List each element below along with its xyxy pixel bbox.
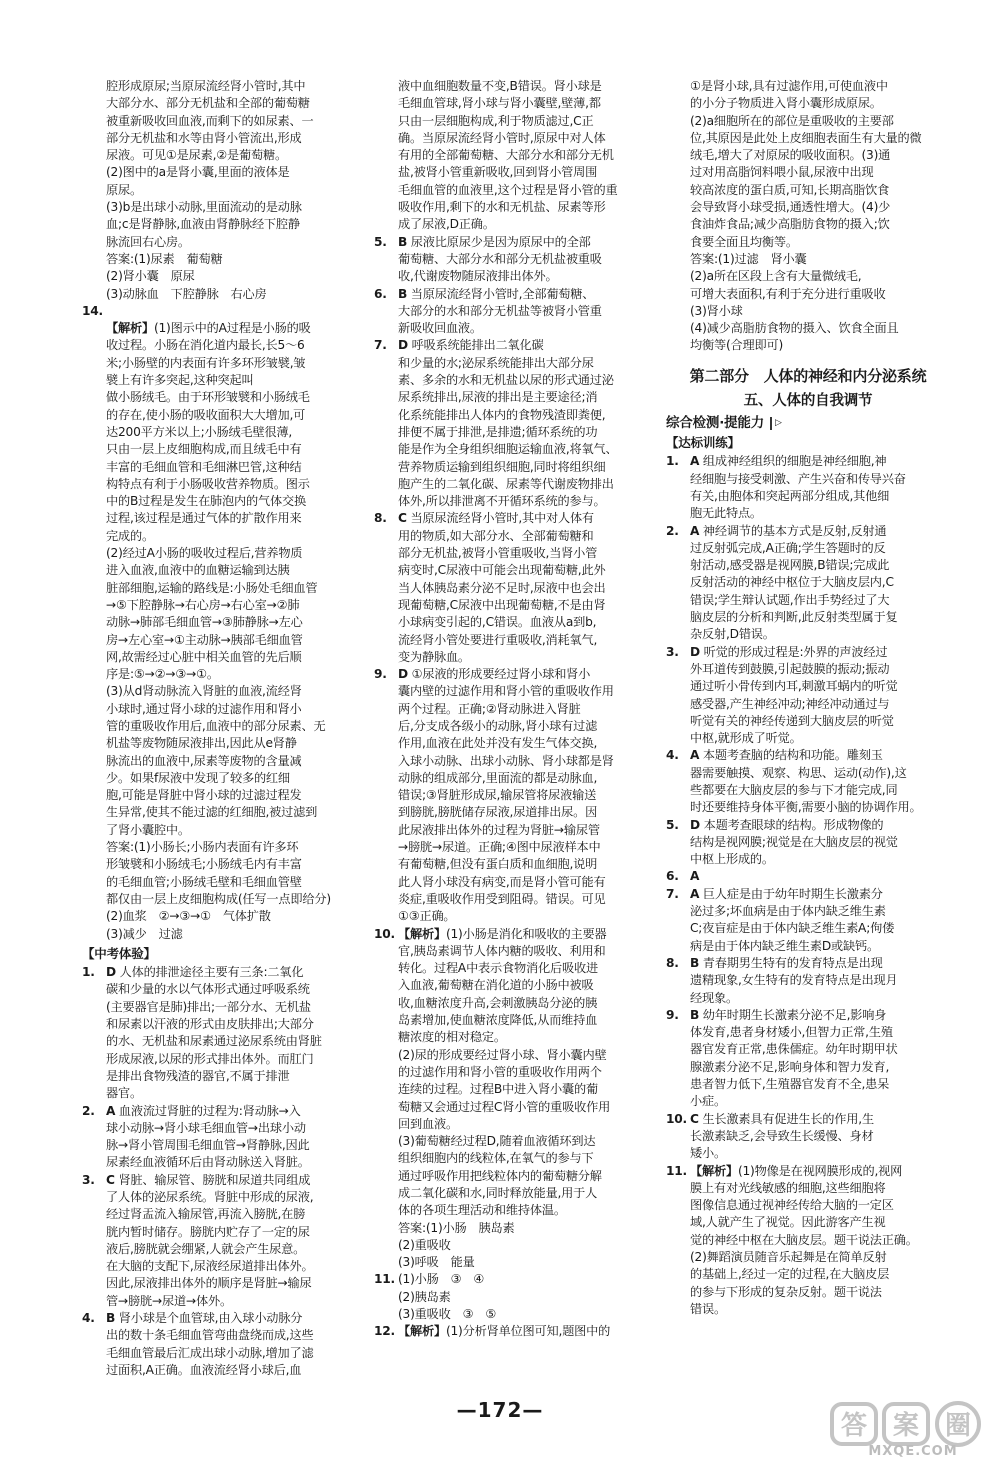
item-body: [106, 1103, 366, 1172]
question-number: 10.: [374, 926, 395, 941]
question-number: 7.: [374, 338, 387, 353]
item-body: [398, 666, 658, 925]
item-body: [398, 1323, 658, 1340]
item-list: [82, 964, 366, 1379]
item-body: [106, 1310, 366, 1379]
item-text: 巨人症是由于幼年时期生长激素分 泌过多;坏血病是由于体内缺乏维生素 C;夜盲症是由于体内缺乏维生素A;佝偻 病是由于体内缺乏维生素D或缺钙。: [690, 886, 895, 953]
answer-item: [666, 1111, 950, 1163]
answer-item: [374, 234, 658, 286]
question-number: 8.: [666, 955, 679, 970]
question-number: 11.: [666, 1163, 687, 1178]
answer-item: [666, 453, 950, 522]
item-body: [398, 510, 658, 666]
section-heading-training: 【达标训练】: [666, 435, 740, 451]
answer-letter: B: [106, 1311, 116, 1326]
question-number: 9.: [666, 1007, 679, 1022]
question-number: 5.: [666, 817, 679, 832]
analysis-text: (1)图示中的A过程是小肠的吸 收过程。小肠在消化道内最长,长5～6 米;小肠壁的内表面有许多环形皱襞,皱 襞上有许多突起,这种突起叫 做小肠绒毛。由于环形皱襞和小肠绒毛 的存在,使小肠的吸收面积大大增加,可 达200平方米以上;小肠绒毛壁很薄, 只由一层上皮细胞构成,而且绒毛中有 丰富的毛细血管和毛细淋巴管,这种结 构特点有利于小肠吸收营养物质。图示 中的B过程是发生在肺泡内的气体交换 过程,该过程是通过气体的扩散作用来 完成的。 (2)经过A小肠的吸收过程后,营养物质 进入血液,血液中的血糖运输到达胰 脏部细胞,运输的路线是:小肠处毛细血管 →⑤下腔静脉→右心房→右心室→②肺 动脉→肺部毛细血管→③肺静脉→左心 房→左心室→①主动脉→胰部毛细血管 网,故需经过心脏中相关血管的先后顺 序是:⑤→②→③→①。 (3)从d肾动脉流入肾脏的血液,流经肾 小球时,通过肾小球的过滤作用和肾小 管的重吸收作用后,血液中的部分尿素、无 机盐等废物随尿液排出,因此从e肾静 脉流出的血液中,尿素等废物的含量减 少。如果f尿液中发现了较多的红细 胞,可能是肾脏中肾小球的过滤过程发 生异常,使其不能过滤的红细胞,被过滤到 了肾小囊腔中。: [106, 321, 326, 837]
answer-line: 答案:(1)尿素 葡萄糖 (2)肾小囊 原尿 (3)动脉血 下腔静脉 右心房: [106, 251, 267, 301]
item-body: [690, 955, 950, 1007]
question-number: 14.: [82, 303, 103, 318]
answer-item: [666, 886, 950, 955]
answer-letter: C: [398, 511, 407, 526]
question-number: 1.: [82, 965, 95, 980]
item-list: [666, 453, 950, 1318]
item-text: 青春期男生特有的发育特点是出现 遗精现象,女生特有的发育特点是出现月 经现象。: [690, 955, 898, 1005]
answer-letter: B: [398, 234, 408, 249]
question-number: 11.: [374, 1272, 395, 1287]
answer-item: [374, 926, 658, 1220]
item-text: 答案:(1)小肠 胰岛素 (2)重吸收 (3)呼吸 能量: [398, 1220, 515, 1270]
item-text: (1)小肠是消化和吸收的主要器 官,胰岛素调节人体内糖的吸收、利用和 转化。过程A中表示食物消化后吸收进 入血液,葡萄糖在消化道的小肠中被吸 收,血糖浓度升高,会刺激胰岛分泌的胰 岛素增加,使血糖浓度降低,从而维持血 糖浓度的相对稳定。 (2)尿的形成要经过肾小球、肾小囊内壁 的过滤作用和肾小管的重吸收作用两个 连续的过程。过程B中进入肾小囊的葡 萄糖又会通过过程C肾小管的重吸收作用 回到血液。 (3)葡萄糖经过程D,随着血液循环到达 组织细胞内的线粒体,在氧气的参与下 通过呼吸作用把线粒体内的葡萄糖分解 成二氧化碳和水,同时释放能量,用于人 体的各项生理活动和维持体温。: [398, 926, 611, 1218]
item-text: 神经调节的基本方式是反射,反射通 过反射弧完成,A正确;学生答题时的反 射活动,感受器是视网膜,B错误;完成此 反射活动的神经中枢位于大脑皮层内,C 错误;学生辩认试题,作出手势经过了大 脑皮层的分析和判断,此反射类型属于复 杂反射,D错误。: [690, 523, 898, 642]
answer-letter: A: [106, 1103, 116, 1118]
item-body: [398, 1220, 658, 1272]
answer-letter: B: [690, 955, 700, 970]
answer-letter: D: [106, 965, 116, 980]
answer-item: [666, 644, 950, 748]
item-text: 肾脏、输尿管、膀胱和尿道共同组成 了人体的泌尿系统。肾脏中形成的尿液, 经过肾盂流入输尿管,再流入膀胱,在膀 胱内暂时储存。膀胱内贮存了一定的尿 液后,膀胱就会绷紧,人就会产生尿意。 在大脑的支配下,尿液经尿道排出体外。 因此,尿液排出体外的顺序是肾脏→输尿 管→膀胱→尿道→体外。: [106, 1172, 314, 1308]
question-number: 6.: [374, 286, 387, 301]
item-text: 呼吸系统能排出二氧化碳 和少量的水;泌尿系统能排出大部分尿 素、多余的水和无机盐以尿的形式通过泌 尿系统排出,尿液的排出是主要途径;消 化系统能排出人体内的食物残渣即粪便, 排便不属于排泄,是排遗;循环系统的功 能是作为全身组织细胞运输血液,将氧气、 营养物质运输到组织细胞,同时将组织细 胞产生的二氧化碳、尿素等代谢废物排出 体外,所以排泄离不开循环系统的参与。: [398, 338, 618, 509]
item-body: [106, 1172, 366, 1310]
answer-letter: 【解析】: [690, 1163, 738, 1178]
watermark-char: 圈: [944, 1411, 972, 1441]
analysis-tag: 【解析】: [106, 321, 154, 336]
continued-explanation: 腔形成原尿;当原尿流经肾小管时,其中 大部分水、部分无机盐和全部的葡萄糖 被重新吸收回血液,而剩下的如尿素、一 部分无机盐和水等由肾小管流出,形成 尿液。可见①是尿素,②是葡萄糖。 (2)图中的a是肾小囊,里面的液体是 原尿。 (3)b是出球小动脉,里面流动的是动脉 血;c是肾静脉,血液由肾静脉经下腔静 脉流回右心房。: [106, 79, 314, 249]
answer-item: [666, 868, 950, 885]
answer-item: [666, 817, 950, 869]
answer-line: 答案:(1)过滤 肾小囊 (2)a所在区段上含有大量微绒毛, 可增大表面积,有利于充分进行重吸收 (3)肾小球 (4)减少高脂肪食物的摄入、饮食全面且 均衡等(合理即可): [690, 251, 899, 353]
column-left: [82, 78, 366, 1396]
question-number: 12.: [374, 1324, 395, 1339]
item-text: 听觉的形成过程是:外界的声波经过 外耳道传到鼓膜,引起鼓膜的振动;振动 通过听小骨传到内耳,刺激耳蜗内的听觉 感受器,产生神经冲动;神经冲动通过与 听觉有关的神经传递到大脑皮层的听觉 中枢,就形成了听觉。: [690, 644, 898, 746]
continued-explanation: 液中血细胞数量不变,B错误。肾小球是 毛细血管球,肾小球与肾小囊壁,壁薄,都 只由一层细胞构成,利于物质滤过,C正 确。当原尿流经肾小管时,原尿中对人体 有用的全部葡萄糖、大部分水和部分无机 盐,被肾小管重新吸收,回到肾小管周围 毛细血管的血液里,这个过程是肾小管的重 吸收作用,剩下的水和无机盐、尿素等形 成了尿液,D正确。: [398, 79, 618, 232]
section-heading-exam: 【中考体验】: [82, 945, 156, 961]
question-number: 2.: [666, 523, 679, 538]
item-text: 组成神经组织的细胞是神经细胞,神 经细胞与接受刺激、产生兴奋和传导兴奋 有关,由胞体和突起两部分组成,其他细 胞无此特点。: [690, 454, 906, 521]
question-number: 4.: [666, 748, 679, 763]
question-number: 4.: [82, 1311, 95, 1326]
question-number: 1.: [666, 454, 679, 469]
item-text: 本题考查眼球的结构。形成物像的 结构是视网膜;视觉是在大脑皮层的视觉 中枢上形成的。: [690, 817, 898, 867]
item-body: [398, 1271, 658, 1323]
item-text: 血液流过肾脏的过程为:肾动脉→入 球小动脉→肾小球毛细血管→出球小动 脉→肾小管周围毛细血管→肾静脉,因此 尿素经血液循环后由肾动脉送入肾脏。: [106, 1103, 310, 1170]
question-number: 3.: [666, 644, 679, 659]
item-body: [690, 886, 950, 955]
answer-letter: D: [690, 644, 700, 659]
answer-item: [374, 1323, 658, 1340]
item-body: [690, 817, 950, 869]
question-number: 7.: [666, 886, 679, 901]
item-body: [398, 926, 658, 1220]
answer-letter: 【解析】: [398, 926, 446, 941]
triangle-icon: ▷: [775, 417, 782, 428]
answer-letter: 【解析】: [398, 1324, 446, 1339]
item-text: ①尿液的形成要经过肾小球和肾小 囊内壁的过滤作用和肾小管的重吸收作用 两个过程。正确;②肾动脉进入肾脏 后,分支成各级小的动脉,肾小球有过滤 作用,血液在此处并没有发生气体交换, 入球小动脉、出球小动脉、肾小球都是肾 动脉的组成部分,里面流的都是动脉血, 错误;③肾脏形成尿,输尿管将尿液输送 到膀胱,膀胱储存尿液,尿道排出尿。因 此尿液排出体外的过程为肾脏→输尿管 →膀胱→尿道。正确;④图中尿液样本中 有葡萄糖,但没有蛋白质和血细胞,说明 此人肾小球没有病变,而是肾小管可能有 炎症,重吸收作用受到阻碍。错误。可见 ①③正确。: [398, 667, 614, 924]
answer-item: [666, 1007, 950, 1111]
column-middle: [374, 78, 658, 1396]
question-number: 6.: [666, 869, 679, 884]
question-14: [82, 303, 366, 839]
watermark-char: 答: [840, 1411, 868, 1441]
answer-item: [374, 337, 658, 510]
answer-line: 答案:(1)小肠长;小肠内表面有许多环 形皱襞和小肠绒毛;小肠绒毛内有丰富 的毛细血管;小肠绒毛壁和毛细血管壁 都仅由一层上皮细胞构成(任写一点即给分) (2)血浆 ②→③→① 气体扩散 (3)减少 过滤: [106, 840, 331, 941]
item-text: (1)小肠 ③ ④ (2)胰岛素 (3)重吸收 ③ ⑤: [398, 1272, 497, 1322]
item-text: 本题考查脑的结构和功能。雕刻玉 器需要触摸、观察、构思、运动(动作),这 些都要在大脑皮层的参与下才能完成,同 时还要维持身体平衡,需要小脑的协调作用。: [690, 748, 922, 815]
question-number: [374, 1220, 398, 1272]
item-body: [690, 1163, 950, 1319]
answer-item: [374, 666, 658, 925]
item-text: 尿液比原尿少是因为原尿中的全部 葡萄糖、大部分水和部分无机盐被重吸 收,代谢废物随尿液排出体外。: [398, 234, 602, 284]
item-text: 当原尿流经肾小管时,全部葡萄糖、 大部分的水和部分无机盐等被肾小管重 新吸收回血液。: [398, 286, 602, 336]
answer-letter: A: [690, 748, 700, 763]
answer-item: [666, 523, 950, 644]
answer-item: [82, 1310, 366, 1379]
answer-letter: D: [398, 667, 408, 682]
strip-title-text: 综合检测·提能力: [666, 414, 765, 431]
part-title: 第二部分 人体的神经和内分泌系统: [689, 366, 927, 385]
watermark-char: 案: [892, 1411, 920, 1441]
item-list: [374, 234, 658, 1341]
answer-item: [666, 1163, 950, 1319]
answer-letter: A: [690, 869, 700, 884]
answer-letter: C: [690, 1111, 699, 1126]
item-body: [690, 644, 950, 748]
answer-letter: D: [690, 817, 700, 832]
answer-item: [82, 1103, 366, 1172]
item-text: 生长激素具有促进生长的作用,生 长激素缺乏,会导致生长缓慢、身材 矮小。: [690, 1111, 874, 1161]
section-title: 五、人体的自我调节: [743, 392, 873, 409]
item-text: 幼年时期生长激素分泌不足,影响身 体发育,患者身材矮小,但智力正常,生殖 器官发育正常,患侏儒症。幼年时期甲状 腺激素分泌不足,影响身体和智力发育, 患者智力低下,生殖器官发育不全,患呆 小症。: [690, 1007, 898, 1109]
answer-item: [82, 1172, 366, 1310]
answer-letter: A: [690, 523, 700, 538]
answer-letter: A: [690, 454, 700, 469]
answer-item: [374, 1220, 658, 1272]
question-number: 9.: [374, 667, 387, 682]
question-number: 10.: [666, 1111, 687, 1126]
answer-item: [374, 510, 658, 666]
column-right: [666, 78, 950, 1396]
answer-letter: B: [690, 1007, 700, 1022]
item-body: [690, 453, 950, 522]
answer-item: [82, 964, 366, 1102]
watermark-site: MXQE.COM: [868, 1444, 958, 1459]
item-body: [398, 286, 658, 338]
question-number: 8.: [374, 511, 387, 526]
page-number: —172—: [456, 1398, 544, 1422]
item-body: [690, 523, 950, 644]
answer-item: [374, 286, 658, 338]
item-body: [690, 747, 950, 816]
item-text: (1)物像是在视网膜形成的,视网 膜上有对光线敏感的细胞,这些细胞将 图像信息通过视神经传给大脑的一定区 域,人就产生了视觉。因此游客产生视 觉的神经中枢在大脑皮层。题干说法正确。 (2)舞蹈演员随音乐起舞是在简单反射 的基础上,经过一定的过程,在大脑皮层 的参与下形成的复杂反射。题干说法 错误。: [690, 1163, 918, 1316]
item-text: 肾小球是个血管球,由入球小动脉分 出的数十条毛细血管弯曲盘绕而成,这些 毛细血管最后汇成出球小动脉,增加了滤 过面积,A正确。血液流经肾小球后,血: [106, 1311, 314, 1377]
answer-letter: C: [106, 1172, 115, 1187]
question-number: 5.: [374, 234, 387, 249]
answer-item: [666, 747, 950, 816]
answer-letter: B: [398, 286, 408, 301]
item-text: (1)分析肾单位图可知,题图中的: [445, 1324, 611, 1339]
item-body: [690, 1007, 950, 1111]
item-body: [398, 337, 658, 510]
item-body: [398, 234, 658, 286]
answer-letter: D: [398, 338, 408, 353]
answer-item: [374, 1271, 658, 1323]
answer-letter: A: [690, 886, 700, 901]
item-body: [690, 1111, 950, 1163]
question-number: 2.: [82, 1103, 95, 1118]
divider-bar: [770, 417, 772, 430]
strip-title: [666, 415, 950, 432]
continued-explanation: ①是肾小球,具有过滤作用,可使血液中 的小分子物质进入肾小囊形成原尿。 (2)a细胞所在的部位是重吸收的主要部 位,其原因是此处上皮细胞表面生有大量的微 绒毛,增大了对原尿的吸收面积。(3)通 过对用高脂饲料喂小鼠,尿液中出现 较高浓度的蛋白质,可知,长期高脂饮食 会导致肾小球受损,通透性增大。(4)少 食油炸食品;减少高脂肪食物的摄入;饮 食要全面且均衡等。: [690, 79, 922, 249]
item-body: [106, 964, 366, 1102]
item-body: [690, 868, 950, 885]
item-text: 人体的排泄途径主要有三条:二氧化 碳和少量的水以气体形式通过呼吸系统 (主要器官是肺)排出;一部分水、无机盐 和尿素以汗液的形式由皮肤排出;大部分 的水、无机盐和尿素通过泌尿系统由肾脏 形成尿液,以尿的形式排出体外。而肛门 是排出食物残渣的器官,不属于排泄 器官。: [106, 965, 322, 1101]
item-text: 当原尿流经肾小管时,其中对人体有 用的物质,如大部分水、全部葡萄糖和 部分无机盐,被肾小管重吸收,当肾小管 病变时,C尿液中可能会出现葡萄糖,此外 当人体胰岛素分泌不足时,尿液中也会出 现葡萄糖,C尿液中出现葡萄糖,不是由肾 小球病变引起的,C错误。血液从a到b, 流经肾小管处要进行重吸收,消耗氧气, 变为静脉血。: [398, 511, 606, 664]
answer-item: [666, 955, 950, 1007]
question-number: 3.: [82, 1172, 95, 1187]
